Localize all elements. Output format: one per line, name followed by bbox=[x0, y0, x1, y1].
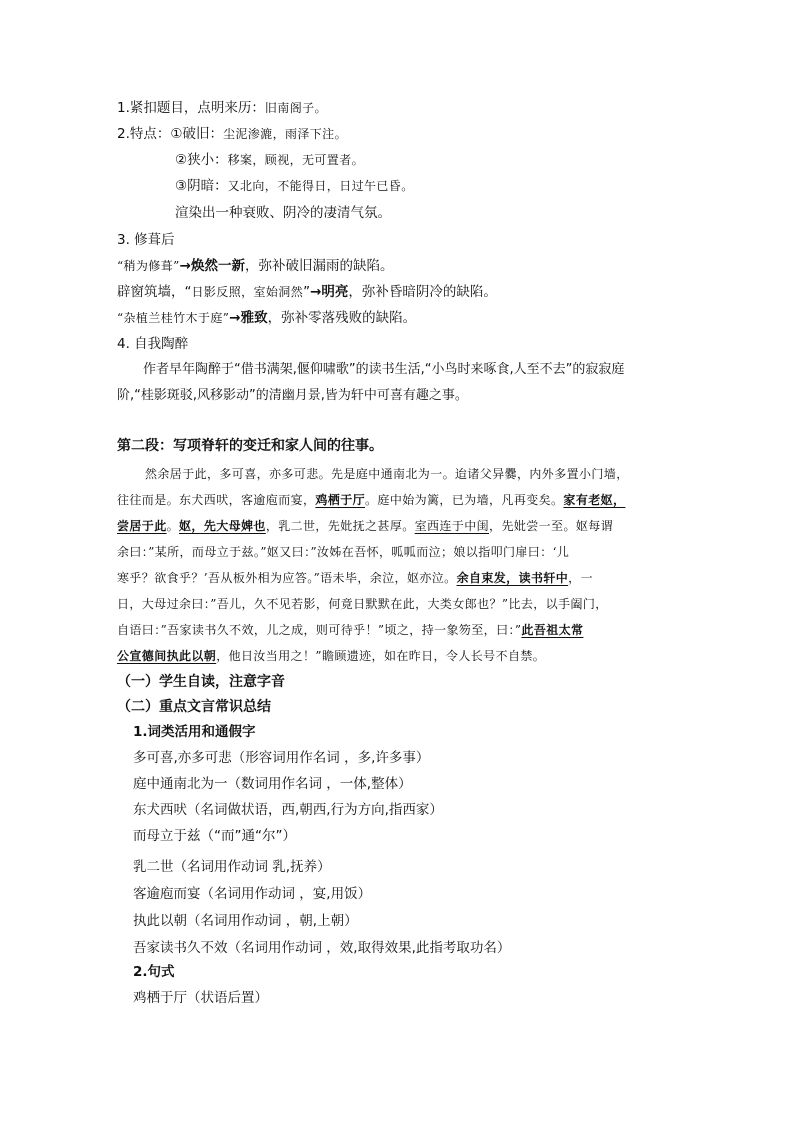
repair-line-2: 辟窗筑墙，“日影反照，室始洞然”→明亮，弥补昏暗阴冷的缺陷。 bbox=[117, 284, 497, 300]
passage-line-4: 余曰：”某所，而母立于兹。”妪又曰：”汝姊在吾怀，呱呱而泣；娘以指叩门扉曰：‘儿 bbox=[117, 545, 570, 559]
passage-line-3: 尝居于此。妪，先大母婢也，乳二世，先妣抚之甚厚。室西连于中闺，先妣尝一至。妪每谓 bbox=[117, 519, 614, 533]
passage-line-6: 日，大母过余曰：”吾儿，久不见若影，何竟日默默在此，大类女郎也？”比去，以手阖门， bbox=[117, 597, 608, 611]
atmosphere-line: 渲染出一种衰败、阴冷的凄清气氛。 bbox=[175, 205, 391, 221]
passage-line-5: 寒乎？欲食乎？’吾从板外相为应答。”语未毕，余泣，妪亦泣。余自束发，读书轩中，一 bbox=[117, 571, 593, 585]
passage-line-7: 自语曰：”吾家读书久不效，儿之成，则可待乎！”顷之，持一象笏至，曰：”此吾祖太常 bbox=[117, 623, 584, 637]
point-1: 1.紧扣题目，点明来历：旧南阁子。 bbox=[117, 100, 327, 116]
point-3: 3. 修葺后 bbox=[117, 232, 175, 248]
heading-word-usage: 1.词类活用和通假字 bbox=[133, 724, 256, 740]
repair-line-1: “稍为修葺”→焕然一新，弥补破旧漏雨的缺陷。 bbox=[117, 258, 394, 274]
repair-line-3: “杂植兰桂竹木于庭”→雅致，弥补零落残败的缺陷。 bbox=[117, 310, 417, 326]
passage-line-8: 公宣德间执此以朝，他日汝当用之！”瞻顾遗迹，如在昨日，令人长号不自禁。 bbox=[117, 649, 546, 663]
self-intoxication-line-2: 阶,“桂影斑驳,风移影动”的清幽月景,皆为轩中可喜有趣之事。 bbox=[117, 388, 468, 403]
section-2-heading: 第二段：写项脊轩的变迁和家人间的往事。 bbox=[117, 438, 383, 454]
point-2: 2.特点：①破旧：尘泥渗漉，雨泽下注。 bbox=[117, 126, 347, 142]
subsection-read-aloud: （一）学生自读，注意字音 bbox=[117, 674, 285, 690]
point-4: 4. 自我陶醉 bbox=[117, 336, 189, 352]
passage-line-2: 往往而是。东犬西吠，客逾庖而宴，鸡栖于厅。庭中始为篱，已为墙，凡再变矣。家有老妪， bbox=[117, 493, 626, 507]
usage-item-6: 客逾庖而宴（名词用作动词 ，宴,用饭） bbox=[133, 886, 372, 902]
passage-line-1: 然余居于此，多可喜，亦多可悲。先是庭中通南北为一。迨诸父异爨，内外多置小门墙， bbox=[145, 467, 629, 481]
subsection-key-knowledge: （二）重点文言常识总结 bbox=[117, 699, 271, 715]
heading-sentence-pattern: 2.句式 bbox=[133, 964, 175, 980]
usage-item-4: 而母立于兹（“而”通“尔”） bbox=[133, 828, 296, 844]
pattern-item-1: 鸡栖于厅（状语后置） bbox=[133, 990, 268, 1006]
usage-item-7: 执此以朝（名词用作动词 ，朝,上朝） bbox=[133, 913, 358, 929]
usage-item-2: 庭中通南北为一（数词用作名词 ，一体,整体） bbox=[133, 776, 412, 792]
usage-item-3: 东犬西吠（名词做状语，西,朝西,行为方向,指西家） bbox=[133, 802, 443, 818]
usage-item-8: 吾家读书久不效（名词用作动词 ，效,取得效果,此指考取功名） bbox=[133, 940, 511, 956]
point-2-narrow: ②狭小：移案，顾视，无可置者。 bbox=[175, 152, 365, 168]
usage-item-5: 乳二世（名词用作动词 乳,抚养） bbox=[133, 859, 331, 875]
self-intoxication-line-1: 作者早年陶醉于“借书满架,偃仰啸歌”的读书生活,“小鸟时来啄食,人至不去”的寂寂庭 bbox=[143, 362, 625, 377]
usage-item-1: 多可喜,亦多可悲（形容词用作名词 ，多,许多事） bbox=[133, 750, 430, 766]
point-2-dark: ③阴暗：又北向，不能得日，日过午已昏。 bbox=[175, 178, 414, 194]
